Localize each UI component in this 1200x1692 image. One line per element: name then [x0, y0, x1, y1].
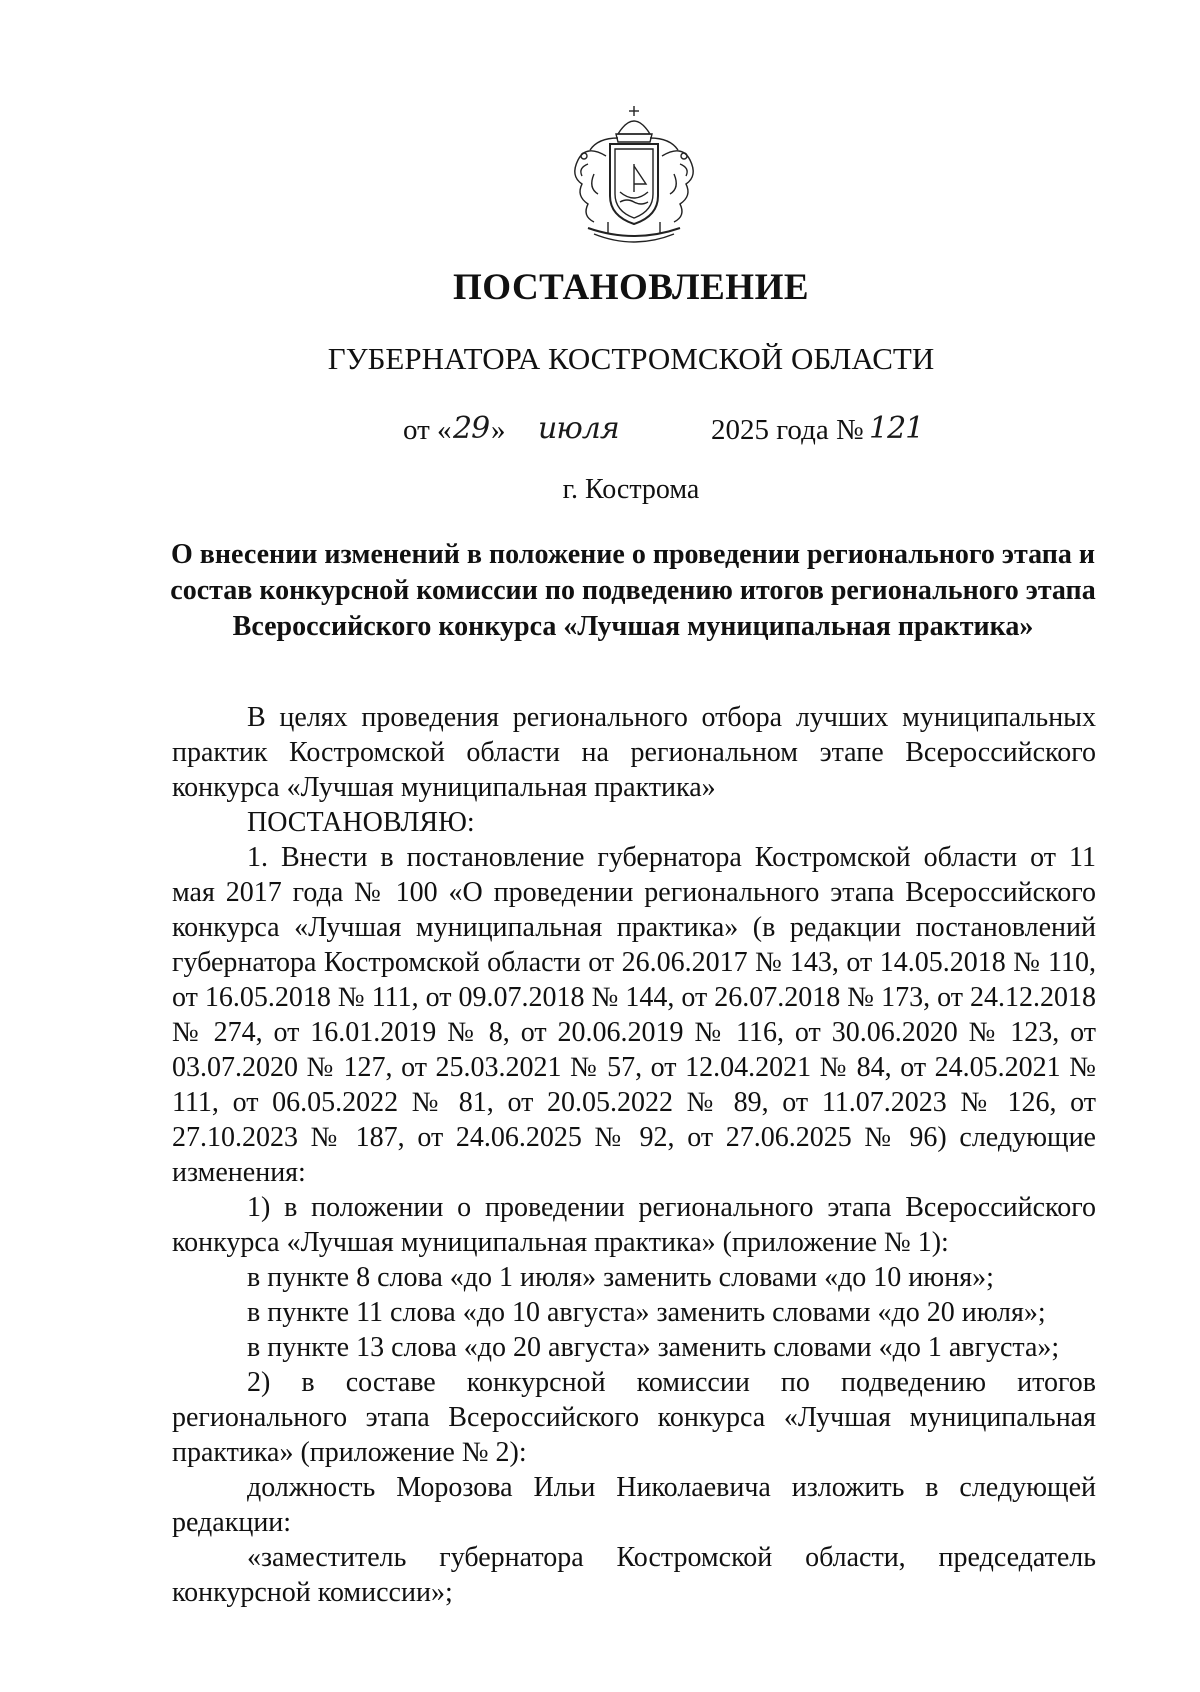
issuer-title: ГУБЕРНАТОРА КОСТРОМСКОЙ ОБЛАСТИ — [327, 341, 935, 376]
date-prefix: от « — [403, 414, 452, 446]
date-month-handwritten: июля — [538, 411, 619, 446]
subject-heading: О внесении изменений в положение о проведении регионального этапа и состав конкурсной комиссии по подведению итогов регионального этапа Всероссийского конкурса «Лучшая муниципальная практика» — [170, 539, 1096, 642]
amendment-item-11: в пункте 11 слова «до 10 августа» заменить словами «до 20 июля»; — [247, 1297, 1046, 1328]
position-change-paragraph: должность Морозова Ильи Николаевича изложить в следующей редакции: — [172, 1472, 1096, 1538]
amendment-item-8: в пункте 8 слова «до 1 июля» заменить словами «до 10 июня»; — [247, 1262, 994, 1293]
preamble-paragraph: В целях проведения регионального отбора лучших муниципальных практик Костромской области на региональном этапе Всероссийского конкурса «Лучшая муниципальная практика» — [172, 702, 1096, 803]
subclause-2-paragraph: 2) в составе конкурсной комиссии по подведению итогов регионального этапа Всероссийского конкурса «Лучшая муниципальная практика» (приложение № 2): — [172, 1367, 1096, 1468]
document-type-title: ПОСТАНОВЛЕНИЕ — [452, 267, 810, 308]
subclause-1-paragraph: 1) в положении о проведении регионального этапа Всероссийского конкурса «Лучшая муниципальная практика» (приложение № 1): — [172, 1192, 1096, 1258]
date-close-quote: » — [491, 414, 506, 446]
date-day-handwritten: 29 — [453, 411, 490, 446]
amendment-item-13: в пункте 13 слова «до 20 августа» заменить словами «до 1 августа»; — [247, 1332, 1060, 1363]
date-year-text: 2025 года № — [711, 414, 864, 446]
document-body — [172, 700, 1096, 1610]
document-number-handwritten: 121 — [869, 411, 924, 446]
resolution-word: ПОСТАНОВЛЯЮ: — [247, 807, 475, 838]
city-line: г. Кострома — [562, 474, 700, 505]
position-text-paragraph: «заместитель губернатора Костромской области, председатель конкурсной комиссии»; — [172, 1542, 1096, 1608]
coat-of-arms-icon — [548, 104, 720, 256]
clause-1-paragraph: 1. Внести в постановление губернатора Костромской области от 11 мая 2017 года № 100 «О проведении регионального этапа Всероссийского конкурса «Лучшая муниципальная практика» (в редакции постановлений губернатора Костромской области от 26.06.2017 № 143, от 14.05.2018 № 110, от 16.05.2018 № 111, от 09.07.2018 № 144, от 26.07.2018 № 173, от 24.12.2018 № 274, от 16.01.2019 № 8, от 20.06.2019 № 116, от 30.06.2020 № 123, от 03.07.2020 № 127, от 25.03.2021 № 57, от 12.04.2021 № 84, от 24.05.2021 № 111, от 06.05.2022 № 81, от 20.05.2022 № 89, от 11.07.2023 № 126, от 27.10.2023 № 187, от 24.06.2025 № 92, от 27.06.2025 № 96) следующие изменения: — [172, 842, 1096, 1188]
document-date-line — [403, 411, 963, 454]
